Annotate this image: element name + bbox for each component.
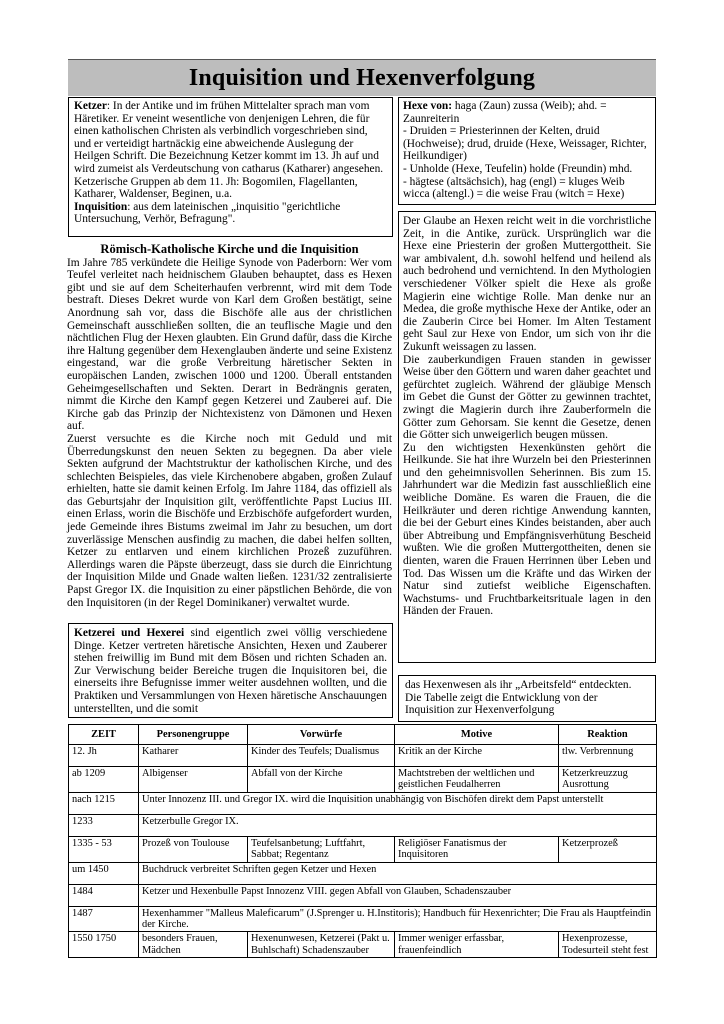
table-row [69, 767, 657, 793]
paragraph: Zu den wichtigsten Hexenkünsten gehört die Heilkunde. Sie hat ihre Wurzeln bei den Priesterinnen und den geheimnisvollen Seherinnen. Bis zum 15. Jahrhundert war die Medizin fast ausschließlich eine weibliche Domäne. Es waren die Frauen, die die Heilkräuter und deren richtige Anwendung kannten, die bei der Geburt eines Kindes beistanden, aber auch über Abtreibung und Empfängnisverhütung Bescheid wußten. Wie die großen Muttergottheiten, denen sie dienten, waren die Frauen Herrinnen über Leben und Tod. Das Wissen um die Kräfte und das Wirken der Natur sind zutiefst weibliche Eigenschaften. Wachstums- und Fruchtbarkeitsrituale lagen in den Händen der Frauen. [403, 441, 651, 618]
ketzerei-term: Ketzerei und Hexerei [74, 627, 185, 639]
table-row [69, 836, 657, 862]
ketzerei-text: sind eigentlich zwei völlig verschiedene Dinge. Ketzer vertreten häretische Ansichten, Hexen und Zauberer stehen freiwillig im Bund mit dem Bösen und richten Schaden an. Zur Verwischung beider Bereiche trugen die Inquisitoren bei, die einerseits ihre Befugnisse immer weiter ausdehnen wollten, und die Praktiken und Versammlungen von Hexen häretische Anschauungen unterstellten, und die somit [74, 627, 388, 715]
cell-vorwuerfe: Hexenunwesen, Ketzerei (Pakt u. Buhlschaft) Schadenszauber [248, 932, 395, 958]
cell-motive: Machtstreben der weltlichen und geistlichen Feudalherren [395, 767, 559, 793]
column-header-zeit: ZEIT [69, 725, 139, 745]
column-header-personengruppe: Personengruppe [139, 725, 248, 745]
cell-motive: Immer weniger erfassbar, frauenfeindlich [395, 932, 559, 958]
cell-reaktion: Ketzerprozeß [559, 836, 657, 862]
cell-span: Ketzer und Hexenbulle Papst Innozenz VIII. gegen Abfall von Glauben, Schadenszauber [139, 884, 657, 906]
cell-vorwuerfe: Abfall von der Kirche [248, 767, 395, 793]
table-row [69, 792, 657, 814]
cell-gruppe: Prozeß von Toulouse [139, 836, 248, 862]
cell-reaktion: Ketzerkreuzzug Ausrottung [559, 767, 657, 793]
cell-gruppe: Katharer [139, 745, 248, 767]
paragraph: Im Jahre 785 verkündete die Heilige Synode von Paderborn: Wer vom Teufel verleitet nach heidnischem Glauben behauptet, dass es Hexen gibt und sie auf dem Scheiterhaufen verbrennt, wird mit dem Tode bestraft. Dieses Dekret wurde von Karl dem Großen bestätigt, seine Anordnung sah vor, dass die Bischöfe alle aus der christlichen Gemeinschaft ausschließen sollten, die an teuflische Magie und den nächtlichen Flug der Hexen glaubten. Ein Grund dafür, dass die Kirche ihre Haltung gegenüber dem Hexenglauben änderte und seine Existenz eingestand, war die große Verbreitung häretischer Sekten in europäischen Landen, zwischen 1000 und 1200. Überall entstanden Geheimgesellschaften und Sekten. Derart in Bedrängnis geraten, nimmt die Kirche den Kampf gegen Ketzerei und Zauberei auf. Die Kirche gab das Prinzip der Nichtexistenz von Dämonen und Hexen auf. [67, 256, 392, 433]
ketzer-term: Ketzer [74, 100, 107, 112]
cell-zeit: 1484 [69, 884, 139, 906]
entwicklung-table [68, 724, 657, 958]
hexe-etymology: haga (Zaun) zussa (Weib); ahd. = Zaunreiterin [403, 100, 607, 125]
column-header-vorwuerfe: Vorwürfe [248, 725, 395, 745]
hexe-etymology-box [398, 97, 656, 205]
cell-motive: Kritik an der Kirche [395, 745, 559, 767]
etymology-line: - Unholde (Hexe, Teufelin) holde (Freundin) mhd. [403, 162, 633, 175]
cell-span: Unter Innozenz III. und Gregor IX. wird die Inquisition unabhängig von Bischöfen direkt dem Papst unterstellt [139, 792, 657, 814]
page-title: Inquisition und Hexenverfolgung [188, 64, 536, 91]
table-header-row [69, 725, 657, 745]
section-heading: Römisch-Katholische Kirche und die Inquisition [100, 242, 359, 256]
paragraph: Der Glaube an Hexen reicht weit in die vorchristliche Zeit, in die Antike, zurück. Ursprünglich war die Hexe eine Priesterin der großen Muttergottheit. Sie war ambivalent, d.h. sowohl helfend und heilend als auch bedrohend und vernichtend. In den Mythologien verschiedener Völker spielt die Hexe als große Magierin eine wichtige Rolle. Man denke nur an Medea, die große mythische Hexe der Antike, oder an die Zauberin Circe bei Homer. Im Alten Testament geht Saul zur Hexe von Endor, um sich von ihr die Zukunft weissagen zu lassen. [403, 215, 651, 353]
column-header-reaktion: Reaktion [559, 725, 657, 745]
cell-gruppe: Albigenser [139, 767, 248, 793]
cell-vorwuerfe: Teufelsanbetung; Luftfahrt, Sabbat; Regentanz [248, 836, 395, 862]
cell-reaktion: tlw. Verbrennung [559, 745, 657, 767]
ketzer-definition-box [68, 97, 393, 237]
ketzer-definition: : In der Antike und im frühen Mittelalter sprach man vom Häretiker. Er veneint wesentliche von denjenigen Lehren, die für einen katholischen Christen als verbindlich vorgeschrieben sind, und er verteidigt hartnäckig eine abweichende Auslegung der Heilgen Schrift. Die Bezeichnung Ketzer kommt im 13. Jh auf und wird zumeist als Verdeutschung von catharus (Katharer) angesehen. Ketzerische Gruppen ab dem 11. Jh: Bogomilen, Flagellanten, Katharer, Waldenser, Beginen, u.a. [74, 100, 384, 201]
cell-span: Ketzerbulle Gregor IX. [139, 814, 657, 836]
table-row [69, 745, 657, 767]
cell-motive: Religiöser Fanatismus der Inquisitoren [395, 836, 559, 862]
table-row [69, 884, 657, 906]
cell-zeit: ab 1209 [69, 767, 139, 793]
inquisition-definition: : aus dem lateinischen „inquisitio "gerichtliche Untersuchung, Verhör, Befragung". [74, 200, 341, 226]
cell-zeit: 1233 [69, 814, 139, 836]
table-row [69, 862, 657, 884]
table-row [69, 932, 657, 958]
cell-span: Buchdruck verbreitet Schriften gegen Ketzer und Hexen [139, 862, 657, 884]
cell-zeit: nach 1215 [69, 792, 139, 814]
paragraph: Zuerst versuchte es die Kirche noch mit Geduld und mit Überredungskunst den neuen Sekten zu begegnen. Da aber viele Sekten aufgrund der Machtstruktur der katholischen Kirche, und des schlechten Beispieles, das viele Kirchenobere abgaben, großen Zulauf erhielten, hatte sie damit keinen Erfolg. Im Jahre 1184, das offiziell als das Geburtsjahr der Inquisition gilt, veröffentlichte Papst Lucius III. einen Erlass, worin die Bischöfe und Erzbischöfe aufgefordert wurden, jede Gemeinde ihres Bistums zweimal im Jahr zu besuchen, um dort zuverlässige Menschen ausfindig zu machen, die dabei helfen sollten, Ketzer zu entlarven und einem kirchlichen Prozeß zuzuführen. Allerdings waren die Päpste überzeugt, dass sie durch die Einrichtung der Inquisition Milde und Gnade walten ließen. 1231/32 zentralisierte Papst Gregor IX. die Inquisition zu einer päpstlichen Behörde, die von den Inquisitoren (in der Regel Dominikaner) verwaltet wurde. [67, 432, 392, 609]
title-bar [68, 59, 656, 96]
cell-span: Hexenhammer "Malleus Maleficarum" (J.Sprenger u. H.Institoris); Handbuch für Hexenrichter; Die Frau als Hauptfeindin der Kirche. [139, 906, 657, 932]
etymology-line: - hägtese (altsächsich), hag (engl) = kluges Weib wicca (altengl.) = die weise Frau (witch = Hexe) [403, 175, 625, 201]
etymology-line: - Druiden = Priesterinnen der Kelten, druid (Hochweise); drud, druide (Hexe, Weissager, Richter, Heilkundiger) [403, 125, 647, 163]
inquisition-term: Inquisition [74, 200, 128, 213]
cell-reaktion: Hexenprozesse, Todesurteil steht fest [559, 932, 657, 958]
cell-vorwuerfe: Kinder des Teufels; Dualismus [248, 745, 395, 767]
arbeitsfeld-text: das Hexenwesen als ihr „Arbeitsfeld“ entdeckten. Die Tabelle zeigt die Entwicklung von der Inquisition zur Hexenverfolgung [405, 679, 632, 717]
cell-zeit: 1335 - 53 [69, 836, 139, 862]
paragraph: Die zauberkundigen Frauen standen in gewisser Weise über den Göttern und waren daher geachtet und gefürchtet zugleich. Während der gläubige Mensch im Gebet die Gunst der Götter zu gewinnen trachtet, zwingt die Magierin durch ihre Zauberformeln die Götter zum Gehorsam. Sie kennt die Gesetze, denen die Götter sich unweigerlich beugen müssen. [403, 353, 651, 442]
cell-zeit: 1550 1750 [69, 932, 139, 958]
roemisch-katholische-section [67, 243, 392, 609]
hexenglaube-box [398, 211, 656, 663]
hexe-term: Hexe von: [403, 100, 453, 112]
column-header-motive: Motive [395, 725, 559, 745]
cell-zeit: um 1450 [69, 862, 139, 884]
arbeitsfeld-box [398, 675, 656, 722]
cell-zeit: 12. Jh [69, 745, 139, 767]
cell-gruppe: besonders Frauen, Mädchen [139, 932, 248, 958]
table-row [69, 906, 657, 932]
cell-zeit: 1487 [69, 906, 139, 932]
table-row [69, 814, 657, 836]
ketzerei-hexerei-box [68, 623, 393, 718]
